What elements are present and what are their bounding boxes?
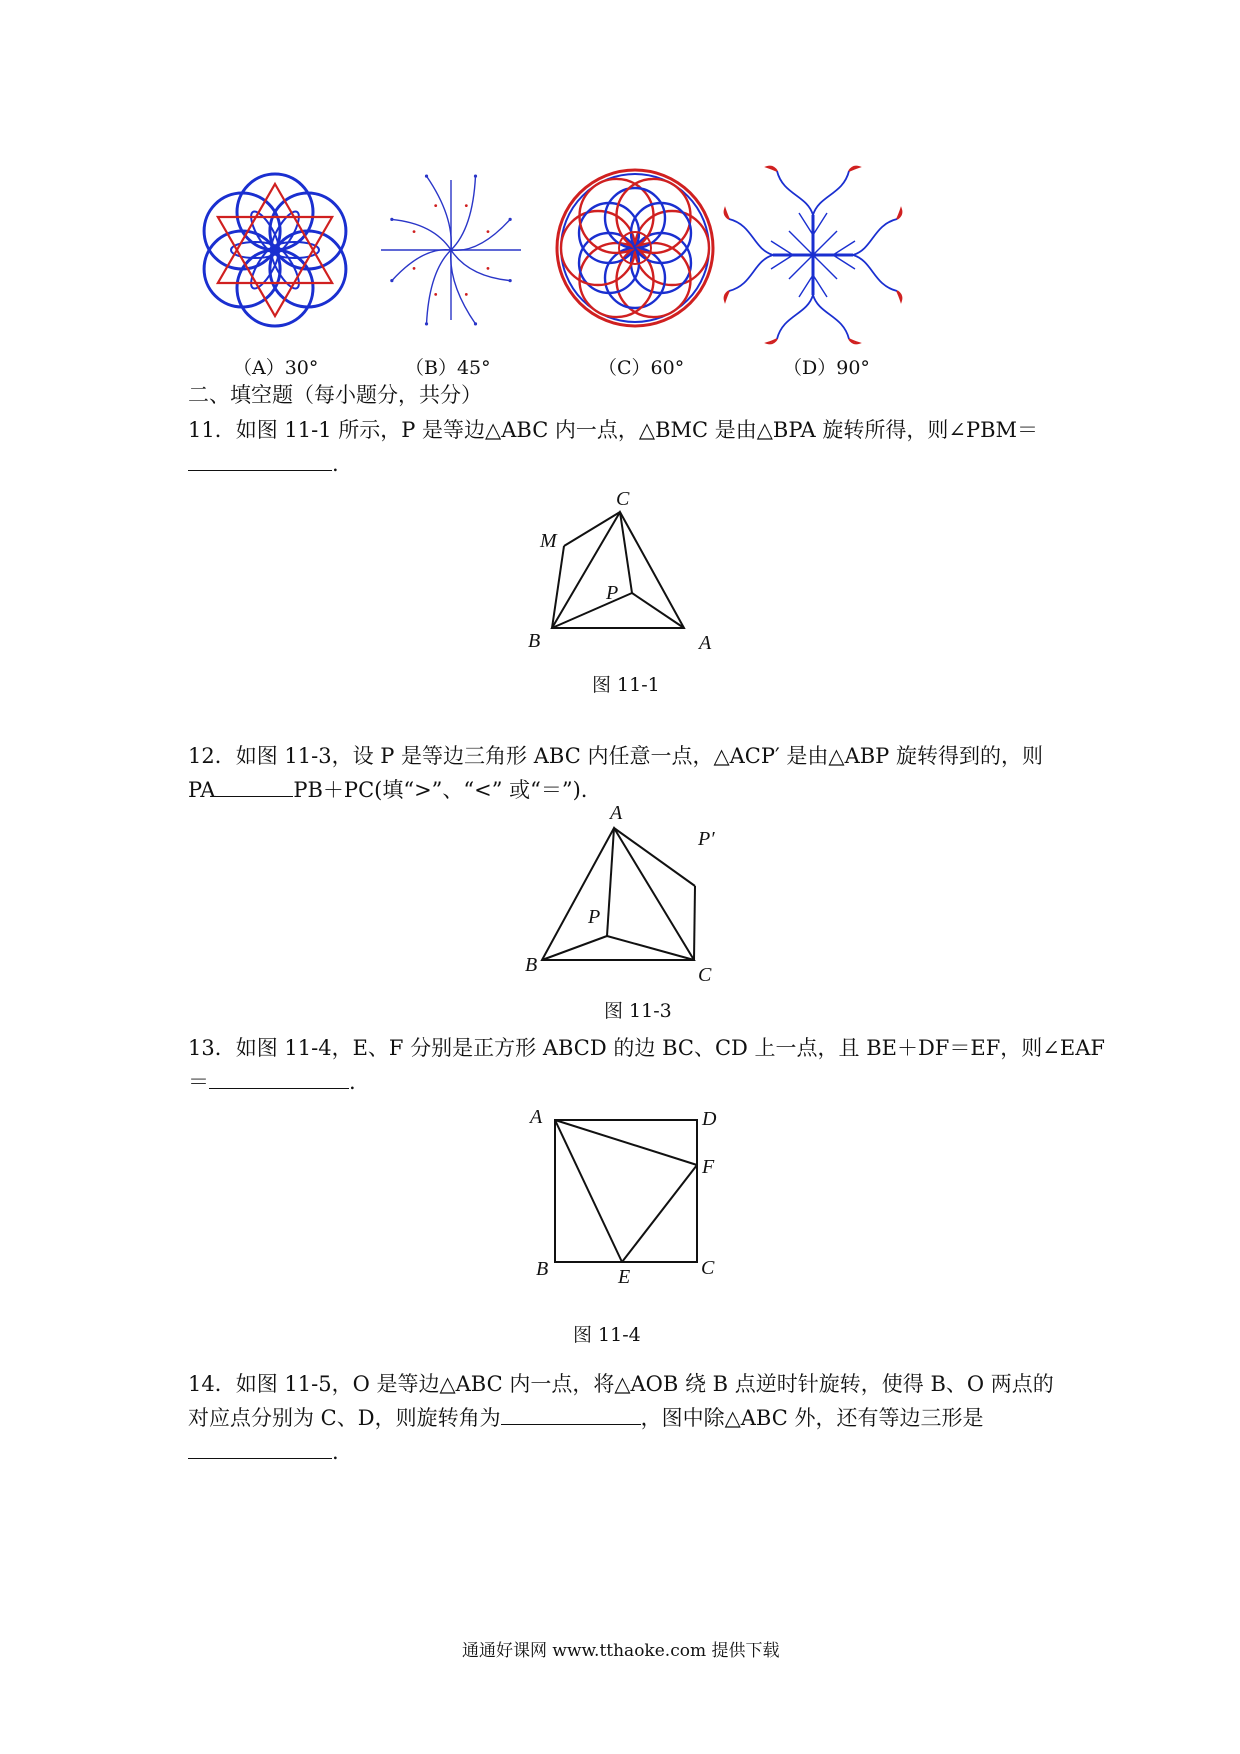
fig11-4-caption: 图 11-4 (573, 1324, 641, 1346)
spoke (427, 176, 452, 250)
diag-spoke (813, 255, 837, 279)
spoke (451, 176, 475, 250)
leaf-left (849, 339, 859, 344)
fig11-1-caption: 图 11-1 (592, 674, 660, 696)
spoke-dot (425, 322, 428, 325)
spoke (451, 250, 510, 281)
question-14-blank-angle[interactable] (501, 1402, 641, 1425)
fig11-3-label-p-prime: P′ (698, 828, 715, 850)
spoke-dot (509, 218, 512, 221)
fig11-1-label-m: M (540, 530, 557, 552)
diag-spoke (813, 231, 837, 255)
question-13-line2: ＝ . (188, 1066, 356, 1098)
spoke-dot (425, 174, 428, 177)
figure-11-4 (540, 1110, 720, 1270)
leaf-left (725, 291, 730, 301)
option-c-label: （C）60° (598, 357, 685, 379)
question-14-line1: 14．如图 11-5，O 是等边△ABC 内一点，将△AOB 绕 B 点逆时针旋转，使得 B、O 两点的 (188, 1372, 1054, 1396)
fig11-4-label-b: B (536, 1258, 549, 1280)
fig11-1-label-b: B (528, 630, 541, 652)
fig11-3-label-b: B (525, 954, 538, 976)
arm-curve-right (813, 171, 849, 215)
leaf-right (767, 339, 777, 344)
question-13-blank[interactable] (209, 1066, 349, 1089)
spoke (451, 250, 476, 324)
question-11-text: 11．如图 11-1 所示，P 是等边△ABC 内一点，△BMC 是由△BPA 旋转所得，则∠PBM＝ (188, 418, 1039, 442)
accent-dot (465, 204, 468, 207)
accent-dot (413, 267, 416, 270)
question-12-line1: 12．如图 11-3，设 P 是等边三角形 ABC 内任意一点，△ACP′ 是由△ABP 旋转得到的，则 (188, 744, 1043, 768)
arm-curve-left (853, 219, 897, 255)
accent-dot (487, 230, 490, 233)
spoke-dot (509, 279, 512, 282)
fig11-4-label-c: C (701, 1257, 715, 1279)
fig11-1-label-c: C (616, 488, 630, 510)
spoke (427, 250, 451, 324)
arm (767, 255, 859, 344)
accent-dot (434, 204, 437, 207)
arm-curve-left (777, 171, 813, 215)
arm (813, 209, 902, 301)
option-a-figure (190, 165, 360, 335)
section-title: 二、填空题（每小题分，共分） (188, 383, 482, 407)
fig11-1-label-p: P (606, 582, 619, 604)
accent-dot (413, 230, 416, 233)
question-14-line2: 对应点分别为 C、D，则旋转角为 ，图中除△ABC 外，还有等边三形是 (188, 1402, 983, 1434)
arm-curve-right (729, 219, 773, 255)
fig11-3-label-a: A (610, 802, 623, 824)
fig11-3-label-p: P (588, 906, 601, 928)
question-14-line3: . (188, 1436, 339, 1468)
leaf-right (897, 291, 902, 301)
leaf-right (849, 167, 859, 172)
leaf-left (897, 209, 902, 219)
fig11-4-label-e: E (618, 1266, 631, 1288)
spoke-dot (390, 279, 393, 282)
option-d-label: （D）90° (783, 357, 870, 379)
arm (725, 209, 814, 301)
diag-spoke (789, 231, 813, 255)
arm-curve-left (729, 255, 773, 291)
question-13-line1: 13．如图 11-4，E、F 分别是正方形 ABCD 的边 BC、CD 上一点，且 BE＋DF＝EF，则∠EAF (188, 1036, 1105, 1060)
fig11-4-label-f: F (702, 1156, 715, 1178)
option-b-label: （B）45° (405, 357, 491, 379)
fig11-4-label-d: D (702, 1108, 717, 1130)
fig11-3-caption: 图 11-3 (604, 1000, 672, 1022)
spoke (392, 250, 451, 281)
spoke-dot (474, 322, 477, 325)
question-11-answer-line: . (188, 448, 339, 480)
question-11-blank[interactable] (188, 448, 332, 471)
accent-dot (434, 293, 437, 296)
spoke (392, 219, 451, 250)
leaf-right (725, 209, 730, 219)
question-12-line2: PA PB＋PC(填“>”、“<” 或“＝”). (188, 774, 587, 806)
spoke (451, 219, 510, 250)
question-12-blank[interactable] (215, 774, 293, 797)
arm (767, 167, 859, 256)
diag-spoke (789, 255, 813, 279)
option-d-figure (718, 160, 908, 350)
arm-curve-left (813, 295, 849, 339)
spoke-dot (474, 174, 477, 177)
leaf-left (767, 167, 777, 172)
question-14-blank-triangles[interactable] (188, 1436, 332, 1459)
arm-curve-right (777, 295, 813, 339)
fig11-3-label-c: C (698, 964, 712, 986)
arm-curve-right (853, 255, 897, 291)
option-a-label: （A）30° (233, 357, 319, 379)
fig11-1-label-a: A (699, 632, 712, 654)
spoke-dot (390, 218, 393, 221)
fig11-4-label-a: A (530, 1106, 543, 1128)
option-b-figure (378, 152, 524, 348)
option-c-figure (552, 165, 718, 331)
accent-dot (487, 267, 490, 270)
accent-dot (465, 293, 468, 296)
page-footer: 通通好课网 www.tthaoke.com 提供下载 (462, 1641, 780, 1661)
